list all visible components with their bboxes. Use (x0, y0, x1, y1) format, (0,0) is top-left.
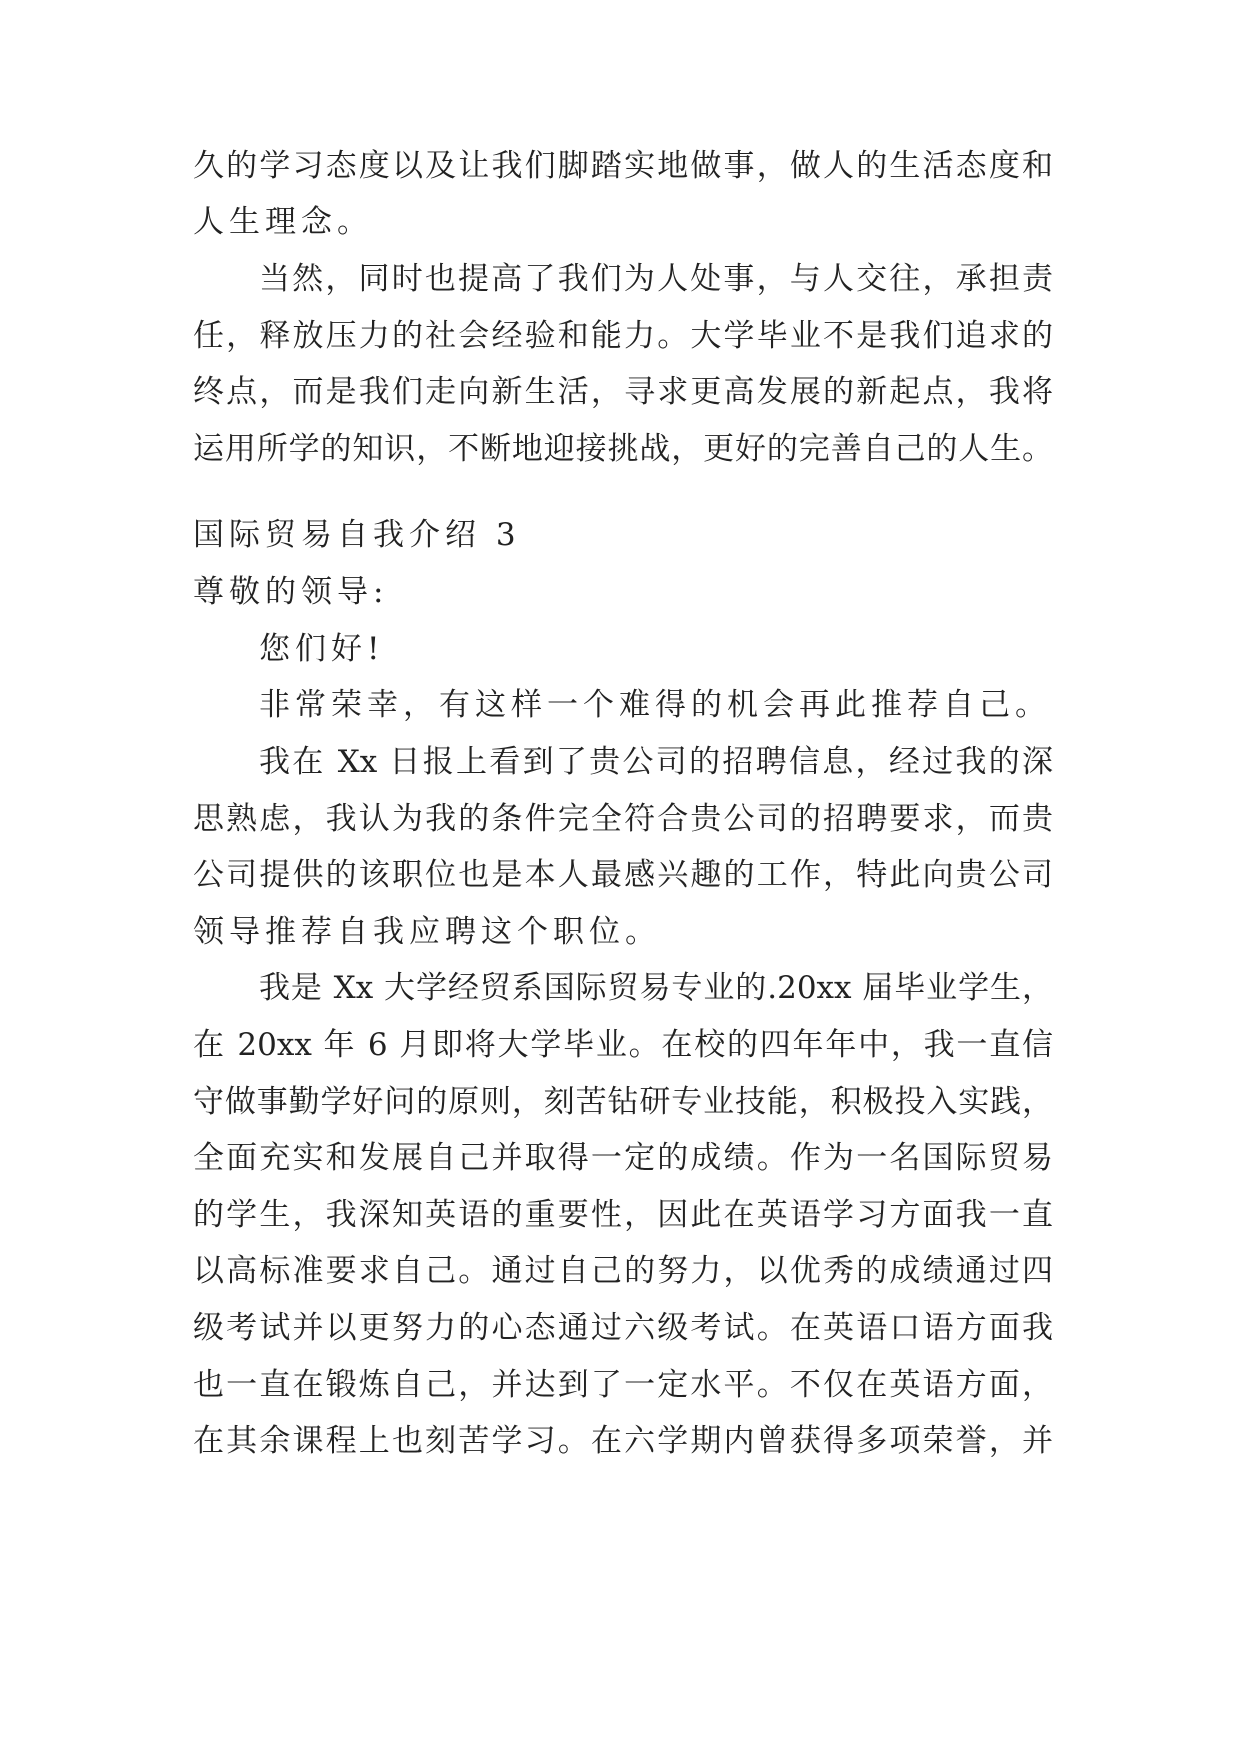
paragraph-line: 人生理念。 (193, 204, 373, 240)
paragraph-line: 守做事勤学好问的原则，刻苦钻研专业技能，积极投入实践， (193, 1084, 1053, 1120)
paragraph-line: 久的学习态度以及让我们脚踏实地做事，做人的生活态度和 (193, 148, 1053, 184)
paragraph-line: 思熟虑，我认为我的条件完全符合贵公司的招聘要求，而贵 (193, 801, 1053, 837)
paragraph-line: 领导推荐自我应聘这个职位。 (193, 914, 661, 950)
paragraph-line: 任，释放压力的社会经验和能力。大学毕业不是我们追求的 (193, 318, 1053, 354)
paragraph-line: 以高标准要求自己。通过自己的努力，以优秀的成绩通过四 (193, 1253, 1053, 1289)
greeting: 您们好! (259, 631, 385, 667)
paragraph-line: 我在 Xx 日报上看到了贵公司的招聘信息，经过我的深 (259, 744, 1053, 780)
paragraph-line: 我是 Xx 大学经贸系国际贸易专业的.20xx 届毕业学生， (259, 970, 1053, 1006)
paragraph-line: 非常荣幸，有这样一个难得的机会再此推荐自己。 (259, 687, 1051, 723)
paragraph-line: 公司提供的该职位也是本人最感兴趣的工作，特此向贵公司 (193, 857, 1053, 893)
section-title: 国际贸易自我介绍 3 (193, 517, 521, 553)
paragraph-line: 终点，而是我们走向新生活，寻求更高发展的新起点，我将 (193, 374, 1053, 410)
paragraph-line: 在 20xx 年 6 月即将大学毕业。在校的四年年中，我一直信 (193, 1027, 1053, 1063)
paragraph-line: 在其余课程上也刻苦学习。在六学期内曾获得多项荣誉，并 (193, 1423, 1053, 1459)
paragraph-line: 全面充实和发展自己并取得一定的成绩。作为一名国际贸易 (193, 1140, 1053, 1176)
paragraph-line: 也一直在锻炼自己，并达到了一定水平。不仅在英语方面， (193, 1367, 1053, 1403)
paragraph-line: 的学生，我深知英语的重要性，因此在英语学习方面我一直 (193, 1197, 1053, 1233)
paragraph-line: 当然，同时也提高了我们为人处事，与人交往，承担责 (259, 261, 1053, 297)
paragraph-line: 级考试并以更努力的心态通过六级考试。在英语口语方面我 (193, 1310, 1053, 1346)
salutation: 尊敬的领导: (193, 574, 389, 610)
paragraph-line: 运用所学的知识，不断地迎接挑战，更好的完善自己的人生。 (193, 431, 1053, 467)
